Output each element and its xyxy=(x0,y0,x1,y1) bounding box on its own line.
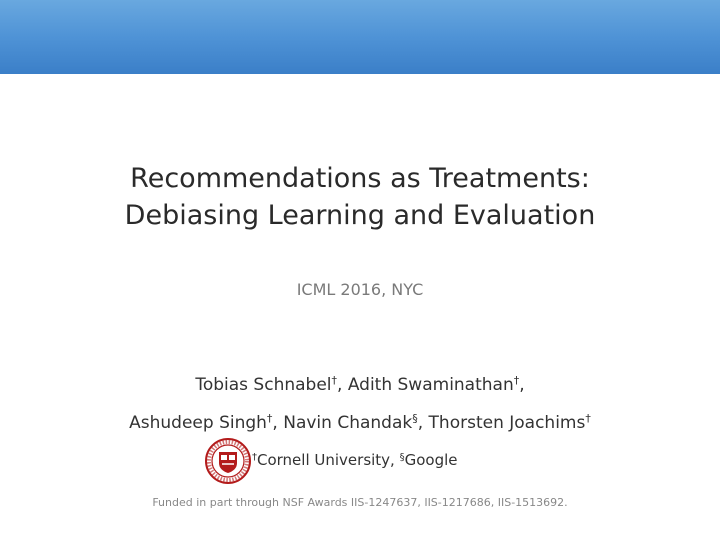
title-line-2: Debiasing Learning and Evaluation xyxy=(124,200,596,231)
affiliation-mark: † xyxy=(585,412,591,425)
affiliation-mark: † xyxy=(266,412,273,425)
affiliations xyxy=(0,437,720,487)
author-separator: , xyxy=(337,375,348,395)
venue: ICML 2016, NYC xyxy=(296,280,424,299)
author-line-2 xyxy=(0,402,720,440)
author-name: Adith Swaminathan xyxy=(347,375,514,395)
slide-title xyxy=(0,160,720,234)
author-separator: , xyxy=(417,413,429,433)
affiliation-text xyxy=(252,451,458,469)
author-name: Navin Chandak xyxy=(283,413,413,433)
affiliation-cornell: Cornell University, xyxy=(257,451,400,469)
affiliation-mark: † xyxy=(513,374,520,387)
header-bar xyxy=(0,0,720,74)
title-line-1: Recommendations as Treatments: xyxy=(130,163,590,194)
author-separator: , xyxy=(519,375,525,395)
affiliation-mark: † xyxy=(252,452,257,463)
author-name: Thorsten Joachims xyxy=(428,413,586,433)
author-line-1 xyxy=(0,364,720,402)
author-name: Ashudeep Singh xyxy=(129,413,267,433)
author-name: Tobias Schnabel xyxy=(195,375,332,395)
affiliation-google: Google xyxy=(404,451,458,469)
affiliation-mark: § xyxy=(399,452,405,463)
author-list xyxy=(0,364,720,440)
funding-note: Funded in part through NSF Awards IIS-1247637, IIS-1217686, IIS-1513692. xyxy=(152,496,568,509)
affiliation-mark: † xyxy=(331,374,338,387)
affiliation-mark: § xyxy=(412,412,418,425)
author-separator: , xyxy=(272,413,284,433)
cornell-seal-icon xyxy=(204,437,252,485)
